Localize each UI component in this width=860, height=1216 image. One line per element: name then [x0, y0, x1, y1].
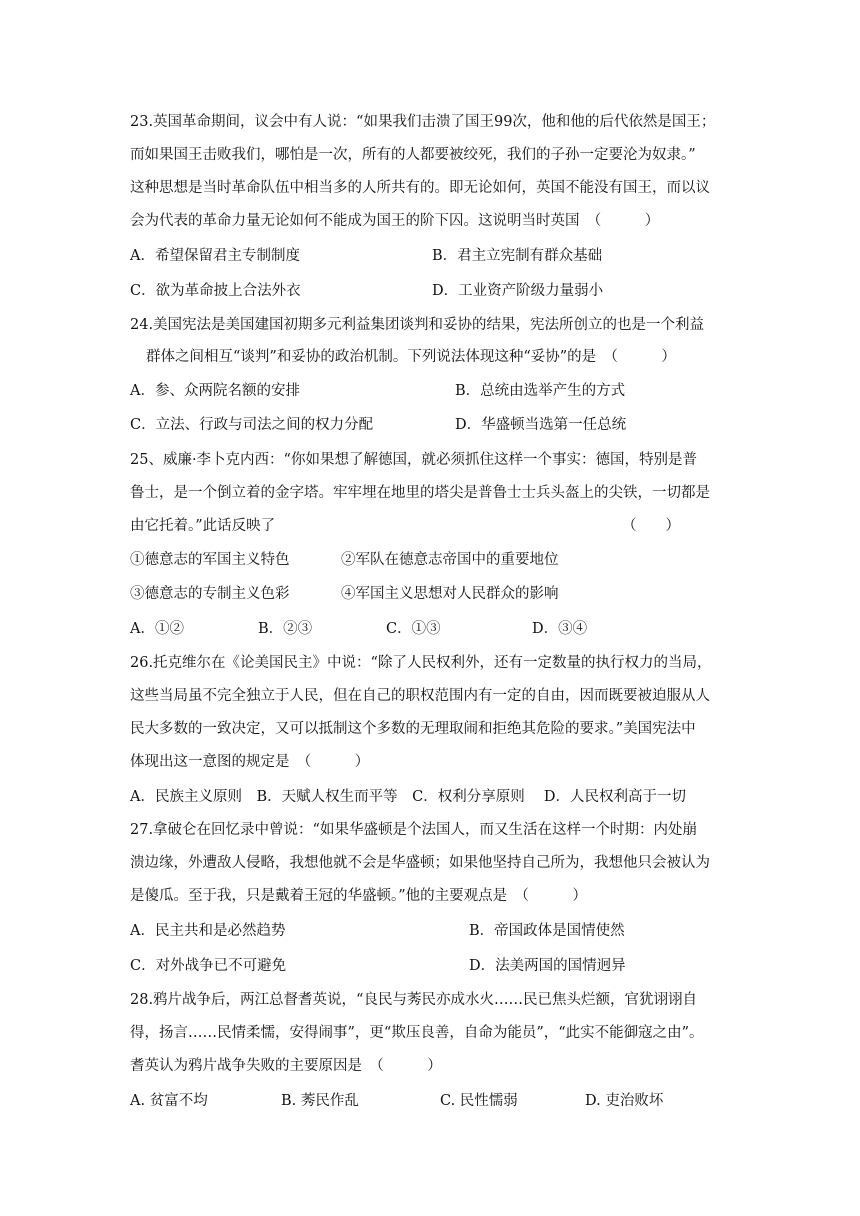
question-text-line: 鲁士，是一个倒立着的金字塔。牢牢埋在地里的塔尖是普鲁士士兵头盔上的尖铁，一切都是	[130, 485, 710, 501]
question-text-line: 26.托克维尔在《论美国民主》中说：“除了人民权利外，还有一定数量的执行权力的当局，	[130, 655, 712, 671]
question-text-line: 由它托着。”此话反映了	[130, 518, 276, 534]
option-d: D．工业资产阶级力量弱小	[432, 283, 604, 299]
option-a: A．民主共和是必然趋势	[130, 923, 286, 939]
question-text-line: 27.拿破仑在回忆录中曾说：“如果华盛顿是个法国人，而又生活在这样一个时期：内处崩	[130, 822, 697, 838]
statement-3: ③德意志的专制主义色彩	[130, 586, 290, 602]
option-a: A．①②	[130, 621, 184, 637]
option-d: D．华盛顿当选第一任总统	[455, 417, 627, 433]
question-text-line: 24.美国宪法是美国建国初期多元利益集团谈判和妥协的结果，宪法所创立的也是一个利益	[130, 317, 705, 333]
statement-1: ①德意志的军国主义特色	[130, 552, 290, 568]
option-d: D. 吏治败坏	[585, 1093, 664, 1109]
question-text-line: 得，扬言……民情柔懦，安得闹事”，更“欺压良善，自命为能员”，“此实不能御寇之由”。	[130, 1025, 704, 1041]
question-text-line: 民大多数的一致决定，又可以抵制这个多数的无理取闹和拒绝其危险的要求。”美国宪法中	[130, 721, 696, 737]
question-text-line: 会为代表的革命力量无论如何不能成为国王的阶下囚。这说明当时英国 （ ）	[130, 213, 660, 229]
question-text-line: 这种思想是当时革命队伍中相当多的人所共有的。即无论如何，英国不能没有国王，而以议	[130, 180, 710, 196]
option-b: B．②③	[258, 621, 313, 637]
question-text-line: 是傻瓜。至于我，只是戴着王冠的华盛顿。”他的主要观点是 （ ）	[130, 888, 587, 904]
option-a: A. 贫富不均	[130, 1093, 208, 1109]
question-text-line: 体现出这一意图的规定是 （ ）	[130, 754, 370, 770]
option-c: C．①③	[386, 621, 441, 637]
question-text-line: 这些当局虽不完全独立于人民，但在自己的职权范围内有一定的自由，因而既要被迫服从人	[130, 688, 710, 704]
option-b: B. 莠民作乱	[281, 1093, 359, 1109]
question-text-line: 群体之间相互“谈判”和妥协的政治机制。下列说法体现这种“妥协”的是 （ ）	[146, 349, 676, 365]
question-text-line: 而如果国王击败我们，哪怕是一次，所有的人都要被绞死，我们的子孙一定要沦为奴隶。”	[130, 147, 696, 163]
option-b: B．君主立宪制有群众基础	[432, 248, 603, 264]
option-c: C．立法、行政与司法之间的权力分配	[130, 417, 374, 433]
question-text-line: 耆英认为鸦片战争失败的主要原因是 （ ）	[130, 1058, 442, 1074]
option-b: B．帝国政体是国情使然	[469, 923, 625, 939]
option-c: C．对外战争已不可避免	[130, 958, 287, 974]
option-b: B．总统由选举产生的方式	[455, 383, 626, 399]
question-text-line: 溃边缘，外遭敌人侵略，我想他就不会是华盛顿；如果他坚持自己所为，我想他只会被认为	[130, 855, 710, 871]
statement-2: ②军队在德意志帝国中的重要地位	[341, 552, 559, 568]
statement-4: ④军国主义思想对人民群众的影响	[341, 586, 559, 602]
question-text-line: 25、威廉·李卜克内西：“你如果想了解德国，就必须抓住这样一个事实：德国，特别是普	[130, 452, 697, 468]
option-c: C．欲为革命披上合法外衣	[130, 283, 301, 299]
option-a: A．希望保留君主专制制度	[130, 248, 300, 264]
option-d: D．法美两国的国情迥异	[469, 958, 626, 974]
option-c: C. 民性懦弱	[440, 1093, 518, 1109]
option-a: A．参、众两院名额的安排	[130, 383, 300, 399]
options-line: A．民族主义原则 B．天赋人权生而平等 C．权利分享原则 D．人民权利高于一切	[130, 789, 686, 805]
question-text-line: 28.鸦片战争后，两江总督耆英说，“良民与莠民亦成水火……民已焦头烂额，官犹诩诩自	[130, 992, 697, 1008]
option-d: D．③④	[532, 621, 588, 637]
answer-bracket: （ ）	[622, 518, 680, 534]
question-text-line: 23.英国革命期间，议会中有人说：“如果我们击溃了国王99次，他和他的后代依然是国王；	[130, 114, 716, 130]
